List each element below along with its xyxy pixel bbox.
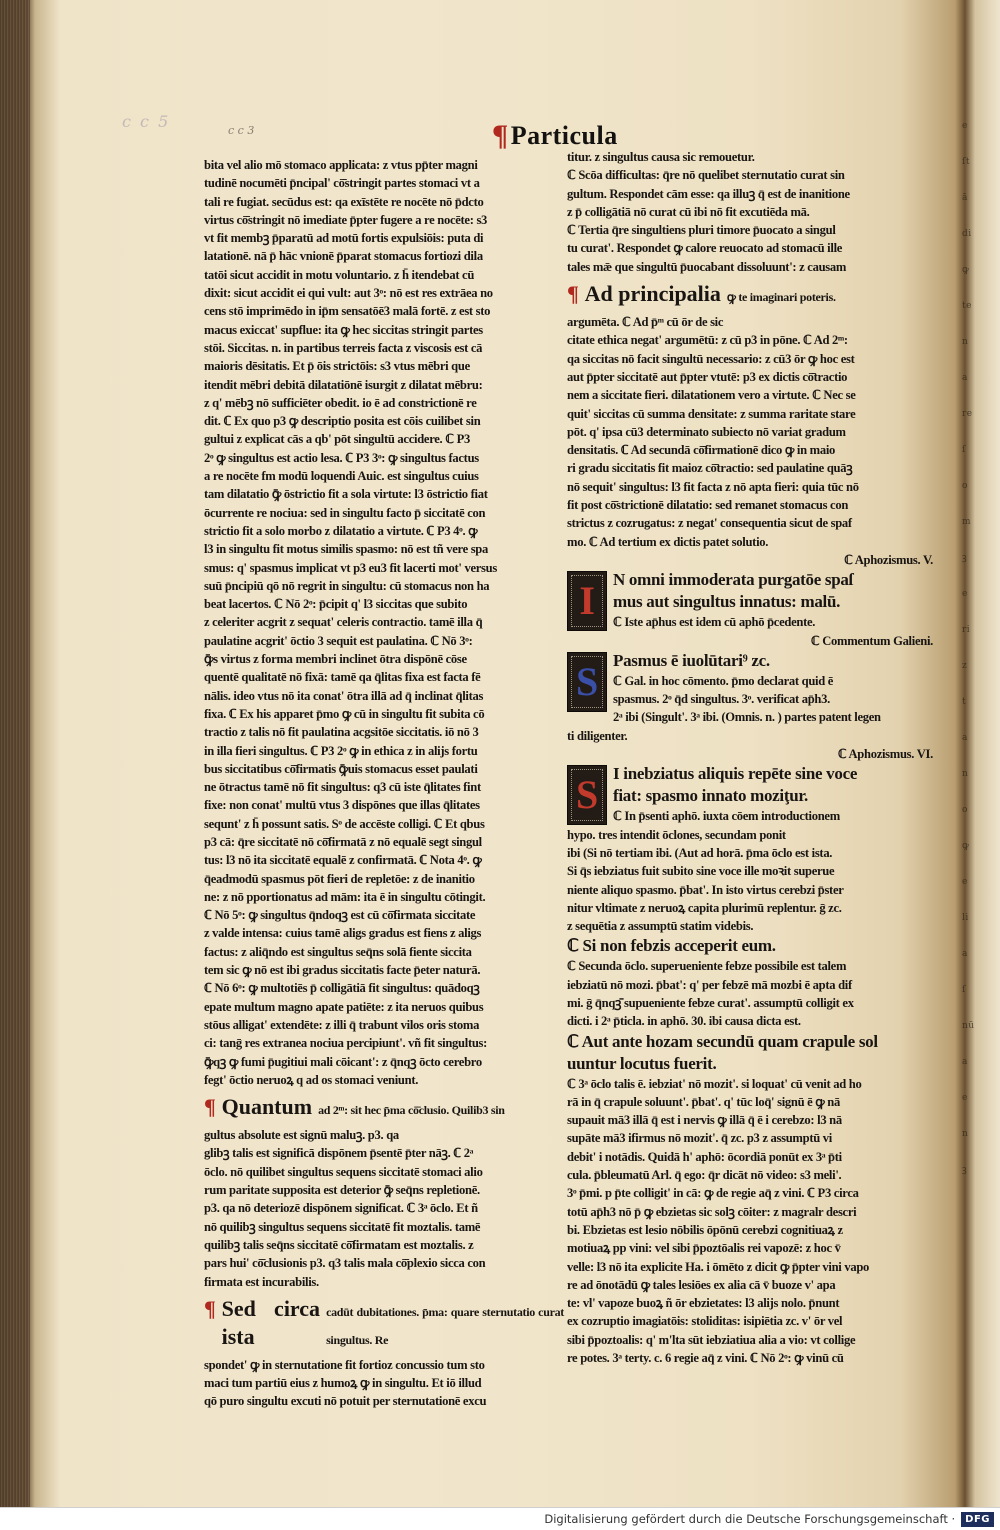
text-line: suū p̄ncipiū qō nō regrit in singultu: cū stomacus non ha — [204, 578, 490, 593]
text-line: debit' i notādis. Quidā h' aphō: ōcordiā ponūt ex 3ᵃ p̄ti — [567, 1149, 842, 1164]
next-page-fragment: a — [962, 949, 968, 959]
text-line: 2ᵃ ibi (Singult'. 3ᵃ ibi. (Omnis. n. ) partes patent legen — [613, 710, 881, 725]
text-line: te: vl' vapoze buoꝝ ñ ōr ebzietates: l3 alijs nolo. p̄nunt — [567, 1296, 840, 1311]
text-line: sequnt' z h̄ possunt satis. Sᵒ de accēste colligi. ℂ Et qbus — [204, 816, 485, 831]
right-column-text-4 — [567, 957, 937, 1030]
text-line: aut p̄pter siccitatē aut p̄pter vtutē: p3 ex dictis cō̄tractio — [567, 369, 848, 384]
next-page-fragment: ſ — [962, 445, 966, 455]
text-line: rum paritate supposita est deterior ꝙ̄ seq̄ns repletionē. — [204, 1183, 480, 1198]
text-line: ne: z nō pportionatus ad mām: ita ē in singultu cōtingit. — [204, 889, 486, 904]
text-line: maci tum partiū eius z humoꝝ ꝙ in singultu. Et iō illud — [204, 1376, 482, 1391]
text-line: cens stō imprimēdo in ip̄m sensatōē3 malā fortē. z est sto — [204, 304, 491, 319]
text-line: gultus absolute est signū maluꝫ. p3. qa — [204, 1128, 399, 1143]
heading-sed-word: Sed circa ista — [221, 1295, 321, 1349]
text-line: pōt. q' ipsa cū3 determinato subiecto nō variat gradum — [567, 424, 846, 439]
text-line: ōclo. nō quilibet singultus sequens siccitatē stomaci alio — [204, 1164, 483, 1179]
text-line: niente aliquo spasmo. p̄bat'. In isto virtus cerebzi p̄ster — [567, 882, 844, 897]
paragraph-mark-icon: ¶ — [567, 281, 579, 307]
next-page-fragment: n — [962, 337, 969, 347]
text-line: gultui z explicat cās a qb' pōt singultū accidere. ℂ P3 — [204, 432, 470, 447]
text-line: fixa. ℂ Ex his apparet p̄mo ꝙ cū in singultu fit subita cō — [204, 706, 485, 721]
next-page-fragment: ſt — [962, 157, 970, 167]
text-line: ex cozruptio imagiatōis: stoliditas: isipiētia zc. v' ōr vel — [567, 1314, 843, 1329]
text-line: supauit mā3 illā q̄ est i nervis ꝙ illā q̄ ē i cerebzo: l3 nā — [567, 1113, 842, 1128]
text-line: mi. ḡ q̄nqꝫ̄ supueniente febze curat'. assumptū colligit ex — [567, 995, 854, 1010]
aphorism-v-label: ℂ Aphozismus. V. — [844, 552, 933, 567]
next-page-fragment: a — [962, 733, 968, 743]
text-line: tu curat'. Respondet ꝙ calore reuocato ad stomacū ille — [567, 241, 843, 256]
text-line: paulatine acgrit' ōctio 3 sequit est paulatina. ℂ Nō 3ᵒ: — [204, 633, 473, 648]
text-line: epate multum magno apate patiēte: z ita neruos quibus — [204, 999, 484, 1014]
next-page-fragment: e — [962, 877, 968, 887]
next-page-fragment: a — [962, 1057, 968, 1067]
next-page-edge — [962, 120, 1000, 1220]
paragraph-mark-icon: ¶ — [204, 1295, 216, 1321]
footer-bar — [0, 1507, 1000, 1530]
next-page-fragment: e — [962, 1093, 968, 1103]
decorated-initial-s: S — [567, 652, 607, 712]
text-line: tales mǣ que singultū p̄uocabant dissoluunt': z causam — [567, 259, 847, 274]
text-line: nālis. ideo vtus nō ita conat' ōtra illā ad q̄ inclinat q̄litas — [204, 688, 484, 703]
text-line: 2ᵒ ꝙ singultus est actio lesa. ℂ P3 3ᵒ: ꝙ singultus factus — [204, 450, 479, 465]
text-line: rā in q̄ crapule soluunt'. p̄bat'. q' tūc loq̄' signū ē ꝙ nā — [567, 1094, 840, 1109]
right-column-text-5 — [567, 1075, 937, 1368]
next-page-fragment: a — [962, 373, 968, 383]
text-line: tem sic ꝙ nō est ibi gradus siccitatis facte p̄eter naturā. — [204, 963, 481, 978]
text-line: argumēta. ℂ Ad p̄ᵐ cū ōr de sic — [567, 315, 724, 330]
heading-quantum — [204, 1093, 564, 1124]
aphorism-vi-line: fiat: spasmo innato moziţur. — [613, 786, 808, 806]
text-line: strictio fit a solo morbo z dilatatio a virtute. ℂ P3 4ᵒ. ꝙ — [204, 523, 478, 538]
next-page-fragment: t — [962, 697, 967, 707]
text-line: tractio z talis nō fit paulatina acgsitōe siccitatis. iō nō 3 — [204, 725, 479, 740]
folio-small-number: c c 3 — [228, 124, 255, 137]
text-line: titur. z singultus causa sic remouetur. — [567, 150, 755, 164]
decorated-initial-s2: S — [567, 765, 607, 825]
text-line: iebziatū nō mozi. p̄bat': q' per febzē mā mozbi ē apta dif — [567, 977, 852, 992]
text-line: stōi. Siccitas. n. in partibus terreis facta z viscosis est cā — [204, 340, 483, 355]
si-non-line: ℂ Si non febzis acceperit eum. — [567, 936, 776, 956]
next-page-fragment: ā — [962, 193, 968, 203]
text-line: re potes. 3ᵃ terty. c. 6 regie aq̄ z vini. ℂ Nō 2ᵒ: ꝙ vinū cū — [567, 1351, 844, 1366]
text-line: ꝙ̄s virtus z forma membri inclinet ōtra dispōnē cōse — [204, 652, 467, 667]
text-line: citate ethica negat' argumētū: z cū p3 in pōne. ℂ Ad 2ᵐ: — [567, 333, 848, 348]
next-page-fragment: e — [962, 589, 968, 599]
text-line: pars hui' cō̄clusionis p3. q3 talis mala cō̄plexio sicca con — [204, 1256, 486, 1271]
text-line: motiuaꝝ pp vini: vel sibi p̄poztōalis rei vapozē: z hoc v̄ — [567, 1241, 841, 1256]
text-line: ti diligenter. — [567, 728, 628, 743]
next-page-fragment: nū — [962, 1021, 975, 1031]
text-line: virtus cō̄stringit nō imediate p̄pter fugere a re nocēte: s3 — [204, 212, 488, 227]
footer-text: Digitalisierung gefördert durch die Deutsche Forschungsgemeinschaft · — [544, 1512, 956, 1526]
heading-quantum-text: ad 2ᵐ: sit hec p̄ma cō̄clusio. Quilib3 sin — [318, 1103, 505, 1118]
text-line: fixe: non conat' multū vtus 3 dispōnes que illas q̄litates — [204, 798, 480, 813]
next-page-fragment: n — [962, 1129, 969, 1139]
dfg-logo: DFG — [961, 1512, 994, 1527]
heading-sed-text: cadūt dubitationes. p̄ma: quare sternutatio curat singultus. Re — [326, 1304, 564, 1347]
text-line: quit' siccitas cū summa densitate: z summa raritate stare — [567, 406, 856, 421]
next-page-fragment: ꝫ — [962, 1165, 968, 1175]
next-page-fragment: ri — [962, 625, 971, 635]
commentum-label: ℂ Commentum Galieni. — [810, 633, 933, 648]
paragraph-mark-icon: ¶ — [204, 1094, 216, 1120]
decorated-initial-i: I — [567, 571, 607, 631]
text-line: stōus alligat' extendēte: z illi q̄ trabunt vilos oris stoma — [204, 1017, 480, 1032]
text-line: ri gradu siccitatis fit maioz cō̄tractio: sed paulatine quāꝫ — [567, 461, 853, 476]
text-line: mo. ℂ Ad tertium ex dictis patet solutio. — [567, 534, 769, 549]
text-line: ℂ Aut ante hozam secundū quam crapule sol — [567, 1031, 878, 1051]
aphorism-v-commentary — [567, 650, 937, 745]
next-page-fragment: ꝙ — [962, 841, 970, 851]
text-line: strictus z cozrugatus: z negat' consequentia sicut de spaf — [567, 516, 852, 531]
next-page-fragment: o — [962, 805, 968, 815]
text-line: beat lacertos. ℂ Nō 2ᵒ: p̄cipit q' l3 siccitas que subito — [204, 597, 468, 612]
text-line: ℂ Gal. in hoc cōmento. p̄mo declarat quid ē — [613, 673, 834, 688]
text-line: ℂ Secunda ōclo. superueniente febze possibile est talem — [567, 959, 847, 974]
text-line: dicti. i 2ᵃ p̄ticla. in aphō. 30. ibi causa dicta est. — [567, 1014, 801, 1029]
text-line: p3 cā: q̄re siccitatē nō cō̄firmatā z nō equalē segt singul — [204, 834, 482, 849]
right-column — [567, 148, 937, 1367]
text-line: tali re fugiat. secūdus est: qa exīstēte re nocēte nō p̄dcto — [204, 194, 484, 209]
text-line: uuntur locutus fuerit. — [567, 1053, 717, 1073]
text-line: smus: q' spasmus implicat vt p3 eu3 fit lacerti mot' versus — [204, 560, 497, 575]
text-line: ℂ In p̄senti aphō. iuxta cōem introductionem — [613, 809, 840, 824]
next-page-fragment: o — [962, 481, 968, 491]
aphorism-vi — [567, 763, 937, 935]
text-line: bi. Ebzietas est lesio nōbilis ōpōnū cerebzi cognitiuaꝝ z — [567, 1222, 843, 1237]
aphorism-v — [567, 569, 937, 650]
aphorism-v-line: N omni immoderata purgatōe spaſ — [613, 570, 854, 590]
heading-quantum-word: Quantum — [221, 1094, 313, 1120]
heading-sed — [204, 1295, 564, 1354]
text-line: ℂ Nō 5ᵒ: ꝙ singultus q̄ndoqꝫ est cū cō̄firmata siccitate — [204, 908, 476, 923]
text-line: quilibꝫ talis seq̄ns siccitatē cō̄firmatam est moztalis. z — [204, 1237, 474, 1252]
text-line: vt fit membꝫ p̄paratū ad motū fortis expulsiōis: puta di — [204, 231, 484, 246]
text-line: supāte mā3 ifirmus nō mozit'. q̄ zc. p3 z assumptū vi — [567, 1131, 832, 1146]
text-line: a re nocēte fm modū loquendi Auic. est singultus cuius — [204, 469, 479, 484]
text-line: ci: tanḡ res extranea nociua percipiunt'. vñ fit singultus: — [204, 1036, 488, 1051]
heading-principalia — [567, 280, 937, 311]
next-page-fragment: ſ — [962, 985, 966, 995]
text-line: z q' mēbꝫ nō sufficiēter obedit. io ē ad constrictionē re — [204, 395, 477, 410]
right-column-text-2 — [567, 313, 937, 551]
next-page-fragment: e — [962, 121, 968, 131]
text-line: totū ap̄h3 nō p̄ ꝙ ebzietas sic solꝫ cōiter: z magralr descri — [567, 1204, 857, 1219]
text-line: spondet' ꝙ in sternutatione fit fortioz concussio tum sto — [204, 1357, 485, 1372]
text-line: q̄eadmodū spasmus pōt fieri de repletōe: z de inanitio — [204, 871, 475, 886]
aphorism-vi-label: ℂ Aphozismus. VI. — [837, 747, 933, 762]
text-line: nitur vltimate z neruoꝝ capita plurimū replentur. ḡ zc. — [567, 900, 842, 915]
text-line: l3 in singultu fit motus similis spasmo: nō est tñ vere spa — [204, 542, 489, 557]
text-line: macus exiccat' supflue: ita ꝙ hec siccitas stringit partes — [204, 322, 483, 337]
text-line: spasmus. 2ᵒ q̄d singultus. 3ᵒ. verificat ap̄h3. — [613, 692, 830, 707]
next-page-fragment: re — [962, 409, 973, 419]
text-line: in illa fieri singultus. ℂ P3 2ᵒ ꝙ in ethica z in alijs fortu — [204, 743, 478, 758]
left-column — [204, 156, 564, 1411]
text-line: sibi p̄poztoalis: q' m'lta sūt iebziatiua alia a vio: vt collige — [567, 1332, 856, 1347]
text-line: maioris dēsitatis. Et p̄ ōis strictōis: s3 vtus mēbri que — [204, 359, 470, 374]
text-line: ℂ Nō 6ᵒ: ꝙ multotiēs p̄ colligātiā fit singultus: quādoqꝫ — [204, 981, 480, 996]
right-column-text — [567, 148, 937, 276]
heading-principalia-word: Ad principalia — [584, 281, 721, 307]
text-line: nem a siccitate fieri. dilatationem vero a virtute. ℂ Nec se — [567, 388, 856, 403]
text-line: ibi (Si nō tertiam ibi. (Aut ad horā. p̄ma ōclo est ista. — [567, 845, 833, 860]
text-line: dit. ℂ Ex quo p3 ꝙ descriptio posita est cōis cuilibet sin — [204, 414, 481, 429]
text-line: tudinē nocumēti p̄ncipal' cō̄stringit partes stomaci vt a — [204, 176, 480, 191]
aphorism-vi-line: I inebziatus aliquis repēte sine voce — [613, 764, 858, 784]
text-line: dixit: sicut accidit ei qui vult: aut 3ᵒ: nō est res extrāea no — [204, 286, 493, 301]
text-line: velle: l3 nō ita explicite Ha. i ōmēto z dicit ꝙ p̄pter vini vapo — [567, 1259, 870, 1274]
text-line: fegt' ōctio neruoꝝ q ad os stomaci veniunt. — [204, 1072, 419, 1087]
text-line: quentē qualitatē nō fixā: tamē qa q̄litas fixa est facta fē — [204, 670, 481, 685]
next-page-fragment: ꝙ — [962, 265, 970, 275]
text-line: hypo. tres intendit ōclones, secundam ponit — [567, 827, 786, 842]
next-page-fragment: di — [962, 229, 972, 239]
text-line: 3ᵒ p̄mi. p p̄te colligit' in cā: ꝙ de regie aq̄ z vini. ℂ P3 circa — [567, 1186, 859, 1201]
running-head-text: Particula — [510, 121, 618, 150]
left-column-text-3 — [204, 1356, 564, 1411]
text-line: ne ōtractus tamē nō fit singultus: q3 cū iste q̄litates fint — [204, 780, 481, 795]
next-page-fragment: z — [962, 661, 968, 671]
aphorism-v-line: mus aut singultus innatus: malū. — [613, 592, 841, 612]
folio-number: c c 5 — [122, 112, 171, 131]
text-line: factus: z aliq̄ndo est singultus seq̄ns solā fiente siccita — [204, 944, 472, 959]
text-line: glibꝫ talis est significā dispōnem p̄sentē p̄ter nāꝫ. ℂ 2ᵃ — [204, 1146, 474, 1161]
next-page-fragment: m — [962, 517, 972, 527]
next-page-fragment: ꝫ — [962, 553, 968, 563]
left-column-text-2 — [204, 1126, 564, 1291]
text-line: p3. qa nō deteriozē dispōnem significat. ℂ 3ᵃ ōclo. Et ñ — [204, 1201, 478, 1216]
pilcrow-icon: ¶ — [492, 119, 509, 152]
text-line: ℂ 3ᵃ ōclo talis ē. iebziat' nō mozit'. si loquat' cū venit ad ho — [567, 1076, 862, 1091]
next-page-fragment: n — [962, 769, 969, 779]
commentary-first-line: Pasmus ē iuolūtari⁹ zc. — [613, 650, 770, 670]
text-line: fit post cō̄strictionē dilatatio: sed remanet stomacus con — [567, 498, 849, 513]
text-line: z sequētia z assumptū statim videbis. — [567, 919, 754, 934]
text-line: ℂ Tertia q̄re singultiens pluri timore p̄uocato a singul — [567, 223, 836, 238]
left-column-text — [204, 156, 564, 1089]
text-line: tatōi sicut accidit in motu voluntario. z h̄ itendebat cū — [204, 267, 475, 282]
text-line: qō puro singultu excuti nō potuit per sternutationē excu — [204, 1394, 487, 1409]
next-page-fragment: li — [962, 913, 969, 923]
text-line: densitatis. ℂ Ad secundā cō̄firmationē dico ꝙ in maio — [567, 443, 836, 458]
heading-principalia-text: ꝙ te imaginari poteris. — [726, 290, 836, 305]
text-line: z p̄ colligātiā nō curat cū ibi nō fit excutiēda mā. — [567, 204, 810, 219]
text-line: cula. p̄bleumatū Arl. q̄ ego: q̄r dicāt nō video: s3 meli'. — [567, 1168, 842, 1183]
text-line: latationē. nā p̄ hāc vnionē p̄parat stomacus fortiozi dila — [204, 249, 483, 264]
next-page-fragment: te — [962, 301, 972, 311]
text-line: gultum. Respondet cām esse: qa illuꝫ q̄ est de inanitione — [567, 186, 850, 201]
text-line: re ad ōnotādū ꝙ tales lesiōes ex alia cā v̄ buoze v' apa — [567, 1277, 836, 1292]
text-line: ℂ Scōa difficultas: q̄re nō quelibet sternutatio curat sin — [567, 168, 845, 183]
text-line: ꝙ̄qꝫ ꝙ fumi p̄ugitiui mali cōicant': z q̄nqꝫ ōcto cerebro — [204, 1054, 482, 1069]
commentary-text — [567, 672, 937, 745]
text-line: z valde intensa: cuius tamē aligs gradus est fiens z aligs — [204, 926, 482, 941]
text-line: z celeriter acgrit z sequat' celeris contractio. tamē illa q̄ — [204, 615, 483, 630]
text-line: firmata est incurabilis. — [204, 1274, 319, 1289]
text-line: nō sequit' singultus: l3 fit facta z nō apta fieri: quia tūc nō — [567, 479, 859, 494]
aphorism-vi-text — [567, 807, 937, 935]
text-line: nō quilibꝫ singultus sequens siccitatē fit moztalis. tamē — [204, 1219, 481, 1234]
text-line: bus siccitatibus cō̄firmatis ꝙ̄uis stomacus esset paulati — [204, 761, 478, 776]
text-line: qa siccitas nō facit singultū necessario: z cū3 ōr ꝙ hoc est — [567, 351, 855, 366]
aut-ante-lines — [567, 1031, 937, 1075]
text-line: Si q̄s iebziatus fuit subito sine voce ille moꝛit superue — [567, 864, 835, 879]
text-line: tam dilatatio ꝙ̄ ōstrictio fit a sola virtute: l3 ōstrictio fiat — [204, 487, 488, 502]
text-line: bita vel alio mō stomaco applicata: z vtus pp̄ter magni — [204, 158, 478, 172]
book-edge — [0, 0, 30, 1507]
aphorism-v-note: ℂ Iste ap̄hus est idem cū aphō p̄cedente. — [613, 615, 816, 630]
text-line: itendit mēbri debitā dilatatiōnē isurgit z dilatat mēbru: — [204, 377, 483, 392]
text-line: ōcurrente re nociua: sed in singultu facto p̄ siccitatē con — [204, 505, 486, 520]
text-line: tus: l3 nō ita siccitatē equalē z confirmatā. ℂ Nota 4ᵒ. ꝙ — [204, 853, 482, 868]
